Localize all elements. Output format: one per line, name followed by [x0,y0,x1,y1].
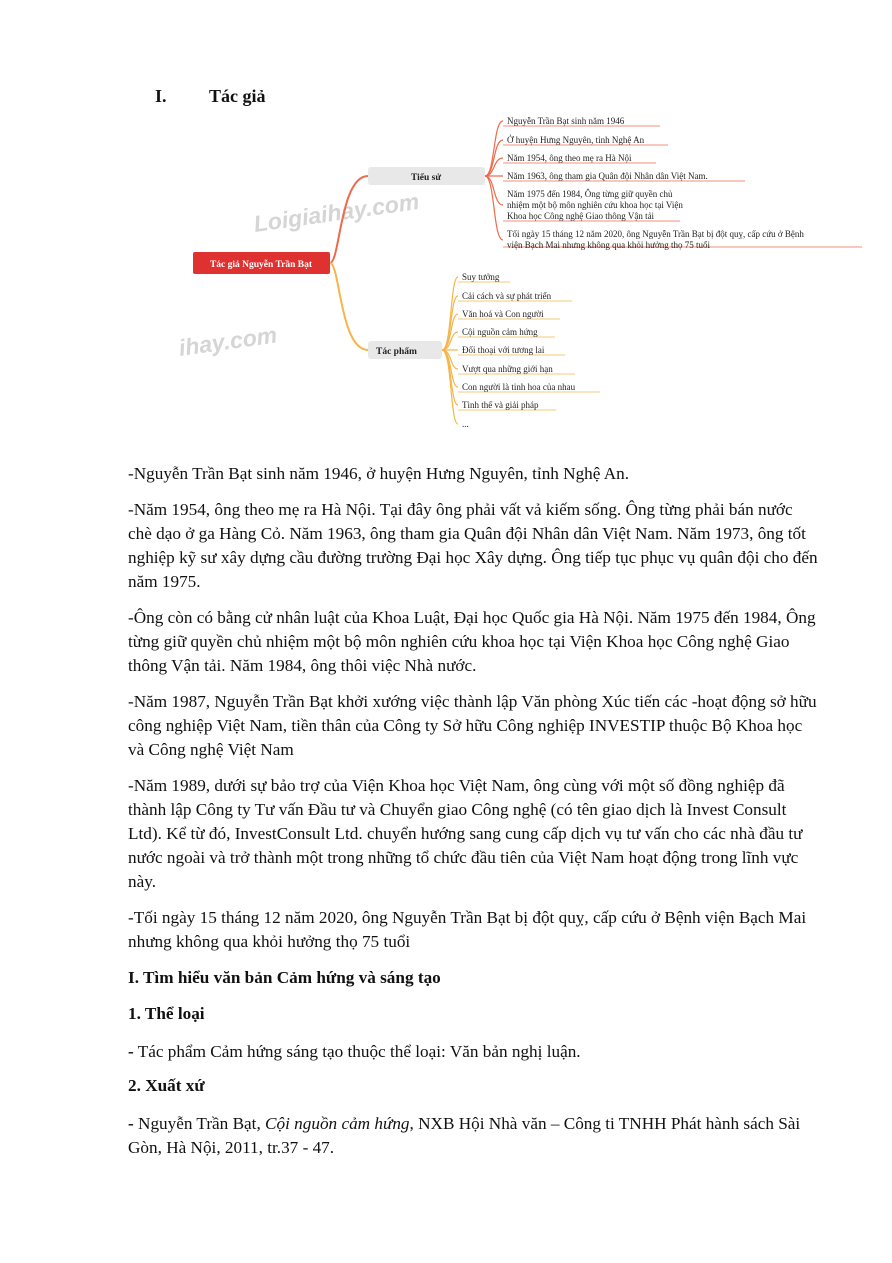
mindmap-branch-bio-label: Tiểu sử [410,173,442,183]
bio-connectors [485,121,503,240]
bio-item: Năm 1963, ông tham gia Quân đội Nhân dân Việt Nam. [507,171,708,181]
heading-number: I. [155,86,167,106]
bio-item: Tối ngày 15 tháng 12 năm 2020, ông Nguyễn Trần Bạt bị đột quỵ, cấp cứu ở Bệnh [507,229,804,239]
works-item: ... [462,419,469,429]
section-title: I. Tìm hiểu văn bản Cảm hứng và sáng tạo [128,968,441,987]
bio-item: viện Bạch Mai nhưng không qua khỏi hưởng thọ 75 tuổi [507,240,710,250]
works-item: Cội nguồn cảm hứng [462,327,538,337]
origin-publisher: , NXB Hội Nhà văn – Công ti TNHH Phát hành sách Sài Gòn, Hà Nội, 2011, tr.37 - 47. [128,1114,801,1157]
bio-paragraph: -Năm 1954, ông theo mẹ ra Hà Nội. Tại đây ông phải vất vả kiếm sống. Ông từng phải bán nước chè dạo ở ga Hàng Cỏ. Năm 1963, ông tham gia Quân đội Nhân dân Việt Nam. Năm 1973, ông tốt nghiệp kỹ sư xây dựng cầu đường trường Đại học Xây dựng. Ông tiếp tục phục vụ quân đội cho đến năm 1975. [128,500,818,591]
bio-paragraph: -Năm 1987, Nguyễn Trần Bạt khởi xướng việc thành lập Văn phòng Xúc tiến các -hoạt động sở hữu công nghiệp Việt Nam, tiền thân của Công ty Sở hữu Công nghiệp INVESTIP thuộc Bộ Khoa học và Công nghệ Việt Nam [128,692,817,759]
mindmap-root-label: Tác giả Nguyễn Trần Bạt [209,260,313,270]
works-item: Con người là tinh hoa của nhau [462,382,576,392]
mindmap-canvas [0,0,892,450]
works-connectors [442,277,458,424]
origin-author: Nguyễn Trần Bạt, [133,1114,266,1133]
genre-text [128,1040,818,1064]
bio-item: Khoa học Công nghệ Giao thông Vận tải [507,211,655,221]
works-item: Suy tưởng [462,272,500,282]
subsection-origin: 2. Xuất xứ [128,1076,205,1095]
genre-dash: - [128,1042,134,1061]
bio-paragraph: -Năm 1989, dưới sự bảo trợ của Viện Khoa học Việt Nam, ông cùng với một số đồng nghiệp đã thành lập Công ty Tư vấn Đầu tư và Chuyển giao Công nghệ (có tên giao dịch là Invest Consult Ltd). Kể từ đó, InvestConsult Ltd. chuyển hướng sang cung cấp dịch vụ tư vấn cho các nhà đầu tư nước ngoài và trở thành một trong những tổ chức đầu tiên của Việt Nam hoạt động trong lĩnh vực này. [128,776,803,891]
genre-sentence: Tác phẩm Cảm hứng sáng tạo thuộc thể loại: Văn bản nghị luận. [133,1042,581,1061]
author-biography [128,462,818,966]
works-item: Đối thoại với tương lai [462,345,545,355]
bio-paragraph: -Nguyễn Trần Bạt sinh năm 1946, ở huyện Hưng Nguyên, tỉnh Nghệ An. [128,464,630,483]
bio-item: Nguyễn Trần Bạt sinh năm 1946 [507,116,625,126]
works-item: Tình thế và giải pháp [462,400,539,410]
heading-title: Tác giả [209,86,266,106]
bio-item: Ở huyện Hưng Nguyên, tỉnh Nghệ An [507,135,645,145]
bio-item: Năm 1954, ông theo mẹ ra Hà Nội [507,153,632,163]
author-mindmap [0,0,892,450]
bio-paragraph: -Tối ngày 15 tháng 12 năm 2020, ông Nguyễn Trần Bạt bị đột quỵ, cấp cứu ở Bệnh viện Bạch Mai nhưng không qua khỏi hưởng thọ 75 tuổi [128,908,807,951]
works-item: Vượt qua những giới hạn [462,364,553,374]
origin-text [128,1112,818,1160]
mindmap-branch-works-label: Tác phẩm [376,347,417,357]
origin-book-title: Cội nguồn cảm hứng [265,1114,410,1133]
bio-item: Năm 1975 đến 1984, Ông từng giữ quyền chủ [507,189,673,199]
watermark-2: ihay.com [177,321,279,361]
watermark-1: Loigiaihay.com [252,188,421,237]
origin-dash: - [128,1114,134,1133]
bio-paragraph: -Ông còn có bằng cử nhân luật của Khoa Luật, Đại học Quốc gia Hà Nội. Năm 1975 đến 1984, Ông từng giữ quyền chủ nhiệm một bộ môn nghiên cứu khoa học tại Viện Khoa học Công nghệ Giao thông Vận tải. Năm 1984, ông thôi việc Nhà nước. [128,608,816,675]
bio-item: nhiệm một bộ môn nghiên cứu khoa học tại Viện [507,200,683,210]
works-item: Cải cách và sự phát triển [462,291,552,301]
subsection-genre: 1. Thể loại [128,1004,205,1023]
works-item: Văn hoá và Con người [462,309,544,319]
connector-root-works [330,263,368,350]
